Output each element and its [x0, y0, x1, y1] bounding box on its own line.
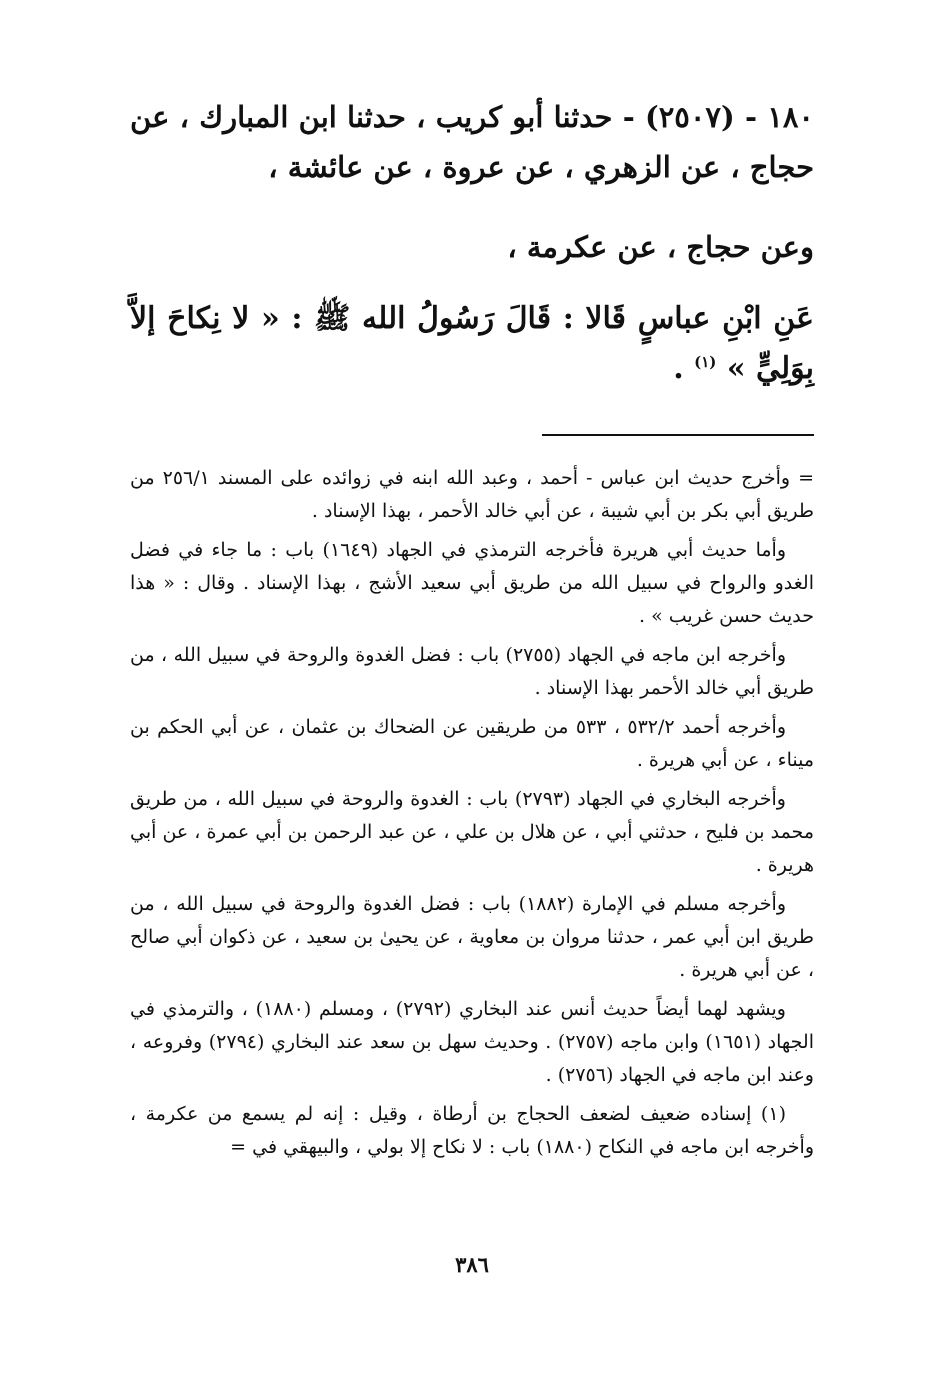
footnote-paragraph: وأخرجه البخاري في الجهاد (٢٧٩٣) باب : الغدوة والروحة في سبيل الله ، من طريق محمد بن فليح ، حدثني أبي ، عن هلال بن علي ، عن عبد الرحمن بن أبي عمرة ، عن أبي هريرة . — [130, 788, 814, 876]
hadith-isnad-second: وعن حجاج ، عن عكرمة ، — [507, 230, 814, 264]
page-number: ٣٨٦ — [455, 1252, 489, 1277]
footnote-separator — [542, 434, 814, 436]
footnote-paragraph: وأخرجه ابن ماجه في الجهاد (٢٧٥٥) باب : فضل الغدوة والروحة في سبيل الله ، من طريق أبي خالد الأحمر بهذا الإسناد . — [130, 644, 814, 699]
main-text — [130, 92, 814, 394]
hadith-matn — [130, 294, 814, 394]
footnote-paragraph: وأخرجه أحمد ٥٣٢/٢ ، ٥٣٣ من طريقين عن الضحاك بن عثمان ، عن أبي الحكم بن ميناء ، عن أبي هريرة . — [130, 716, 814, 771]
hadith-isnad: ١٨٠ - (٢٥٠٧) - حدثنا أبو كريب ، حدثنا ابن المبارك ، عن حجاج ، عن الزهري ، عن عروة ، عن عائشة ، — [130, 100, 814, 184]
hadith-matn-end: . — [673, 351, 695, 386]
footnote-reference[interactable]: (١) — [694, 353, 717, 371]
footnotes — [130, 462, 814, 1164]
hadith-matn-text: عَنِ ابْنِ عباسٍ قَالا : قَالَ رَسُولُ الله ﷺ : « لا نِكاحَ إلاَّ بِوَلِيٍّ » — [130, 301, 814, 386]
footnote-paragraph: وأخرجه مسلم في الإمارة (١٨٨٢) باب : فضل الغدوة والروحة في سبيل الله ، من طريق ابن أبي عمر ، حدثنا مروان بن معاوية ، عن يحيىٰ بن سعيد ، عن ذكوان أبي صالح ، عن أبي هريرة . — [130, 893, 814, 981]
footnote-paragraph: ويشهد لهما أيضاً حديث أنس عند البخاري (٢٧٩٢) ، ومسلم (١٨٨٠) ، والترمذي في الجهاد (١٦٥١) وابن ماجه (٢٧٥٧) . وحديث سهل بن سعد عند البخاري (٢٧٩٤) وفروعه ، وعند ابن ماجه في الجهاد (٢٧٥٦) . — [130, 998, 814, 1086]
footnote-paragraph: = وأخرج حديث ابن عباس - أحمد ، وعبد الله ابنه في زوائده على المسند ٢٥٦/١ من طريق أبي بكر بن أبي شيبة ، عن أبي خالد الأحمر ، بهذا الإسناد . — [130, 467, 814, 522]
footnote-paragraph: وأما حديث أبي هريرة فأخرجه الترمذي في الجهاد (١٦٤٩) باب : ما جاء في فضل الغدو والرواح في سبيل الله من طريق أبي سعيد الأشج ، بهذا الإسناد . وقال : « هذا حديث حسن غريب » . — [130, 539, 814, 627]
footnote-1: (١) إسناده ضعيف لضعف الحجاج بن أرطاة ، وقيل : إنه لم يسمع من عكرمة ، وأخرجه ابن ماجه في النكاح (١٨٨٠) باب : لا نكاح إلا بولي ، والبيهقي في = — [130, 1103, 814, 1158]
